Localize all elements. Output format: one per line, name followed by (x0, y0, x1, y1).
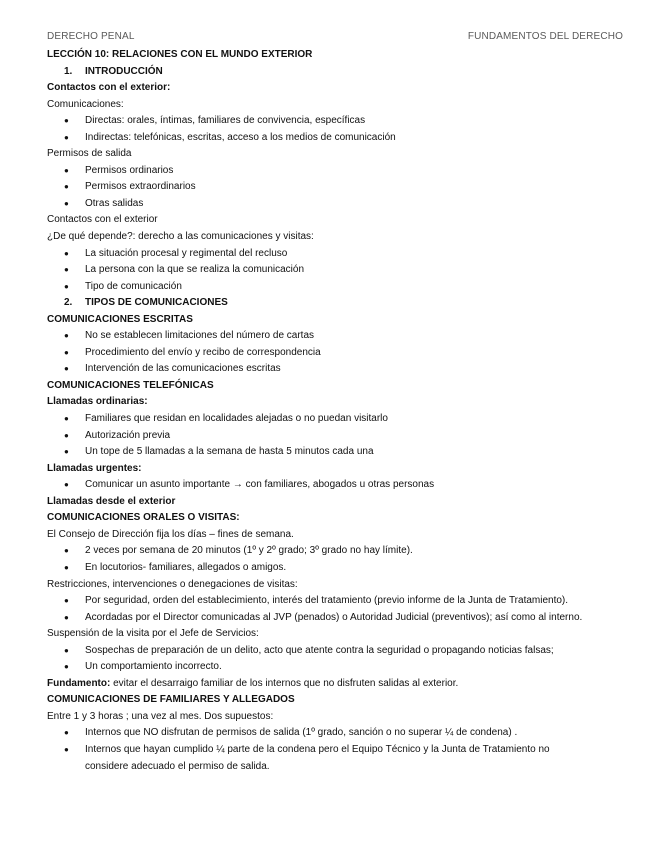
heading-text: TIPOS DE COMUNICACIONES (85, 297, 228, 309)
text-line: Permisos de salida (47, 148, 132, 160)
heading-line: Llamadas desde el exterior (47, 495, 176, 507)
text-line: Restricciones, intervenciones o denegaciones de visitas: (47, 578, 298, 590)
inline-bold-label: Fundamento: (47, 677, 111, 689)
bullet-item: ● Directas: orales, íntimas, familiares de convivencia, específicas (47, 113, 627, 130)
document-body (47, 47, 627, 775)
heading-line: Llamadas urgentes: (47, 462, 142, 474)
heading-line: Llamadas ordinarias: (47, 396, 148, 408)
text-line: Entre 1 y 3 horas ; una vez al mes. Dos supuestos: (47, 710, 274, 722)
bullet-item: ● Sospechas de preparación de un delito, acto que atente contra la seguridad o propagando noticias falsas; (47, 643, 627, 660)
bullet-item: ● Indirectas: telefónicas, escritas, acceso a los medios de comunicación (47, 130, 627, 147)
header-right: FUNDAMENTOS DEL DERECHO (467, 31, 623, 42)
bullet-item-continuation: considere adecuado el permiso de salida. (85, 760, 270, 772)
text-line: El Consejo de Dirección fija los días – fines de semana. (47, 528, 294, 540)
heading-number: 2. (64, 297, 73, 309)
bullet-item: ● Tipo de comunicación (47, 279, 627, 296)
header-left: DERECHO PENAL (47, 31, 135, 42)
bullet-item: ● La persona con la que se realiza la comunicación (47, 262, 627, 279)
page-header (47, 31, 623, 45)
heading-number: 1. (64, 65, 73, 77)
heading-line: COMUNICACIONES DE FAMILIARES Y ALLEGADOS (47, 694, 295, 706)
bullet-item: ● Autorización previa (47, 428, 627, 445)
heading-line: COMUNICACIONES ESCRITAS (47, 313, 193, 325)
bullet-item: ● Comunicar un asunto importante → con familiares, abogados u otras personas (47, 477, 627, 494)
bullet-item: ● Internos que hayan cumplido ¼ parte de la condena pero el Equipo Técnico y la Junta de Tratamiento no (47, 742, 627, 759)
heading-line: COMUNICACIONES ORALES O VISITAS: (47, 512, 240, 524)
heading-line: COMUNICACIONES TELEFÓNICAS (47, 379, 214, 391)
text-line: Comunicaciones: (47, 98, 124, 110)
bullet-item: ● 2 veces por semana de 20 minutos (1º y 2º grado; 3º grado no hay límite). (47, 543, 627, 560)
heading-line: LECCIÓN 10: RELACIONES CON EL MUNDO EXTERIOR (47, 49, 313, 60)
text-line: Suspensión de la visita por el Jefe de Servicios: (47, 628, 259, 640)
bullet-item: ● Permisos extraordinarios (47, 179, 627, 196)
bullet-item: ● Permisos ordinarios (47, 163, 627, 180)
text-line (47, 676, 627, 693)
bullet-item: ● Intervención de las comunicaciones escritas (47, 361, 627, 378)
bullet-item: ● Otras salidas (47, 196, 627, 213)
inline-text: evitar el desarraigo familiar de los internos que no disfruten salidas al exterior. (110, 677, 459, 689)
bullet-item: ● En locutorios- familiares, allegados o amigos. (47, 560, 627, 577)
heading-text: INTRODUCCIÓN (85, 65, 163, 77)
bullet-item: ● Familiares que residan en localidades alejadas o no puedan visitarlo (47, 411, 627, 428)
bullet-item: ● Procedimiento del envío y recibo de correspondencia (47, 345, 627, 362)
numbered-heading (47, 295, 627, 312)
heading-line: Contactos con el exterior: (47, 82, 171, 94)
bullet-item: ● La situación procesal y regimental del recluso (47, 246, 627, 263)
bullet-item: ● Acordadas por el Director comunicadas al JVP (penados) o Autoridad Judicial (preventivos); así como al interno. (47, 610, 627, 627)
numbered-heading (47, 64, 627, 81)
bullet-item: ● Un tope de 5 llamadas a la semana de hasta 5 minutos cada una (47, 444, 627, 461)
bullet-item: ● Por seguridad, orden del establecimiento, interés del tratamiento (previo informe de la Junta de Tratamiento). (47, 593, 627, 610)
bullet-item: ● Un comportamiento incorrecto. (47, 659, 627, 676)
text-line: Contactos con el exterior (47, 214, 158, 226)
text-line: ¿De qué depende?: derecho a las comunicaciones y visitas: (47, 231, 314, 243)
bullet-item: ● Internos que NO disfrutan de permisos de salida (1º grado, sanción o no superar ¼ de condena) . (47, 725, 627, 742)
bullet-item: ● No se establecen limitaciones del número de cartas (47, 328, 627, 345)
